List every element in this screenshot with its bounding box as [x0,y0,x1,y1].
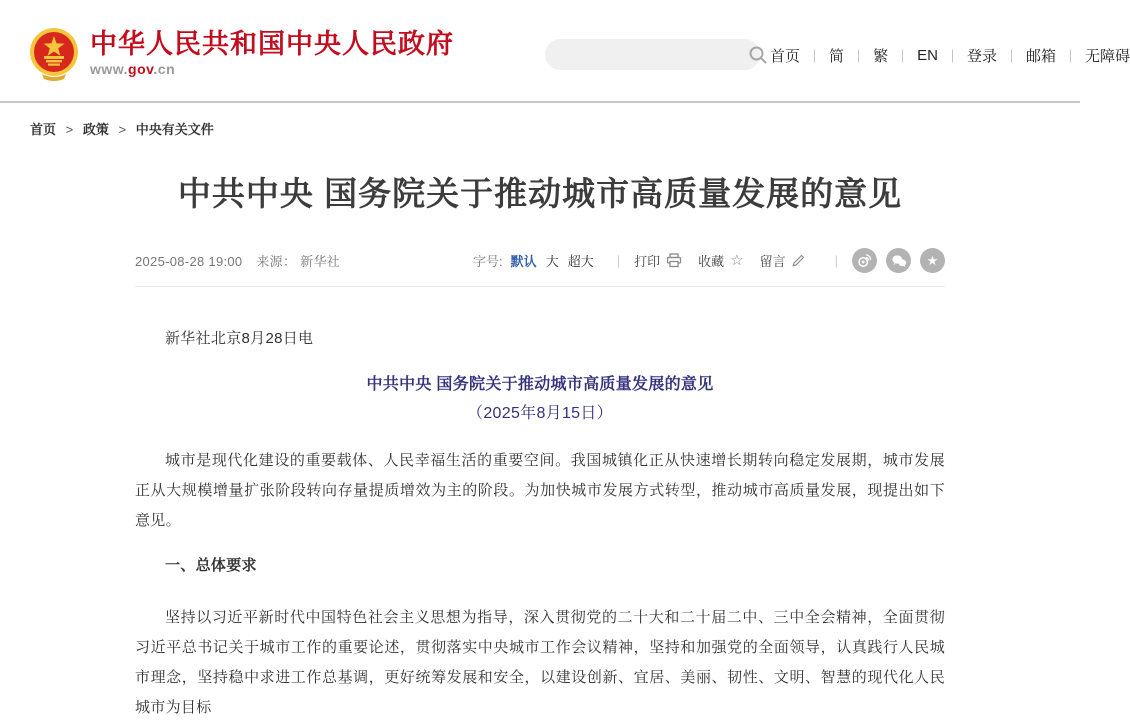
print-label: 打印 [634,254,661,269]
share-group [852,248,945,273]
article-meta-left [135,251,340,270]
article-body [135,324,945,723]
nav-simplified[interactable]: 简 [829,48,845,65]
font-size-label: 字号: [473,254,503,269]
breadcrumb-separator: > [65,122,74,137]
nav-separator: ｜ [896,49,910,64]
publish-datetime: 2025-08-28 19:00 [135,254,243,269]
nav-separator: ｜ [852,49,866,64]
comment-label: 留言 [759,254,786,269]
site-header [0,0,1130,103]
nav-accessibility[interactable]: 无障碍 [1085,48,1130,65]
source-value[interactable]: 新华社 [300,254,341,269]
site-title: 中华人民共和国中央人民政府 [90,29,454,59]
nav-separator: ｜ [1064,49,1078,64]
nav-separator: ｜ [808,49,822,64]
nav-separator: ｜ [945,49,959,64]
article [135,168,945,723]
document-title: 中共中央 国务院关于推动城市高质量发展的意见 [366,376,714,393]
wechat-share-icon[interactable] [886,248,911,273]
search-input[interactable] [545,39,748,70]
toolbar-separator: | [616,253,621,268]
font-size-large-button[interactable]: 大 [545,254,559,269]
document-date: （2025年8月15日） [467,405,613,422]
nav-login[interactable]: 登录 [966,48,997,65]
breadcrumb-policy[interactable]: 政策 [82,122,109,137]
article-meta-toolbar [473,248,945,273]
search-icon[interactable] [748,39,768,70]
top-nav [770,45,1130,66]
source-label: 来源： [256,254,297,269]
page-title: 中共中央 国务院关于推动城市高质量发展的意见 [177,175,903,212]
toolbar-separator: | [834,253,838,268]
qzone-share-icon[interactable] [920,248,945,273]
favorite-button[interactable] [698,251,743,270]
font-size-default-button[interactable]: 默认 [510,254,537,269]
nav-mailbox[interactable]: 邮箱 [1025,48,1056,65]
star-icon: ☆ [730,252,744,269]
printer-icon [666,253,682,268]
font-size-xlarge-button[interactable]: 超大 [567,254,594,269]
breadcrumb-home[interactable]: 首页 [30,122,57,137]
nav-traditional[interactable]: 繁 [873,48,889,65]
url-cn: .cn [153,61,176,77]
site-url[interactable] [90,61,454,77]
brand-text [90,29,454,77]
dateline: 新华社北京8月28日电 [165,330,314,347]
comment-button[interactable] [760,251,805,270]
favorite-label: 收藏 [698,254,725,269]
breadcrumb-central-documents[interactable]: 中央有关文件 [135,122,214,137]
url-gov: gov [128,61,154,77]
weibo-share-icon[interactable] [852,248,877,273]
brand[interactable] [28,26,454,80]
nav-home[interactable]: 首页 [770,48,801,65]
paragraph-section1: 坚持以习近平新时代中国特色社会主义思想为指导，深入贯彻党的二十大和二十届二中、三中全会精神，全面贯彻习近平总书记关于城市工作的重要论述，贯彻落实中央城市工作会议精神，坚持和加强党的全面领导，认真践行人民城市理念，坚持稳中求进工作总基调，更好统筹发展和安全，以建设创新、宜居、美丽、韧性、文明、智慧的现代化人民城市为目标 [135,609,945,716]
breadcrumb-separator: > [118,122,127,137]
breadcrumb [0,103,1080,138]
article-meta-row [135,248,945,287]
national-emblem-icon [28,26,80,80]
nav-english[interactable]: EN [917,47,938,64]
print-button[interactable] [634,251,682,270]
nav-separator: ｜ [1004,49,1018,64]
qzone-star-glyph: ★ [926,253,939,268]
search-box[interactable] [545,39,760,70]
url-www: www. [90,61,129,77]
pencil-icon [792,254,805,268]
section-heading-1: 一、总体要求 [165,557,257,574]
paragraph-intro: 城市是现代化建设的重要载体、人民幸福生活的重要空间。我国城镇化正从快速增长期转向稳定发展期，城市发展正从大规模增量扩张阶段转向存量提质增效为主的阶段。为加快城市发展方式转型，推动城市高质量发展，现提出如下意见。 [135,452,945,529]
